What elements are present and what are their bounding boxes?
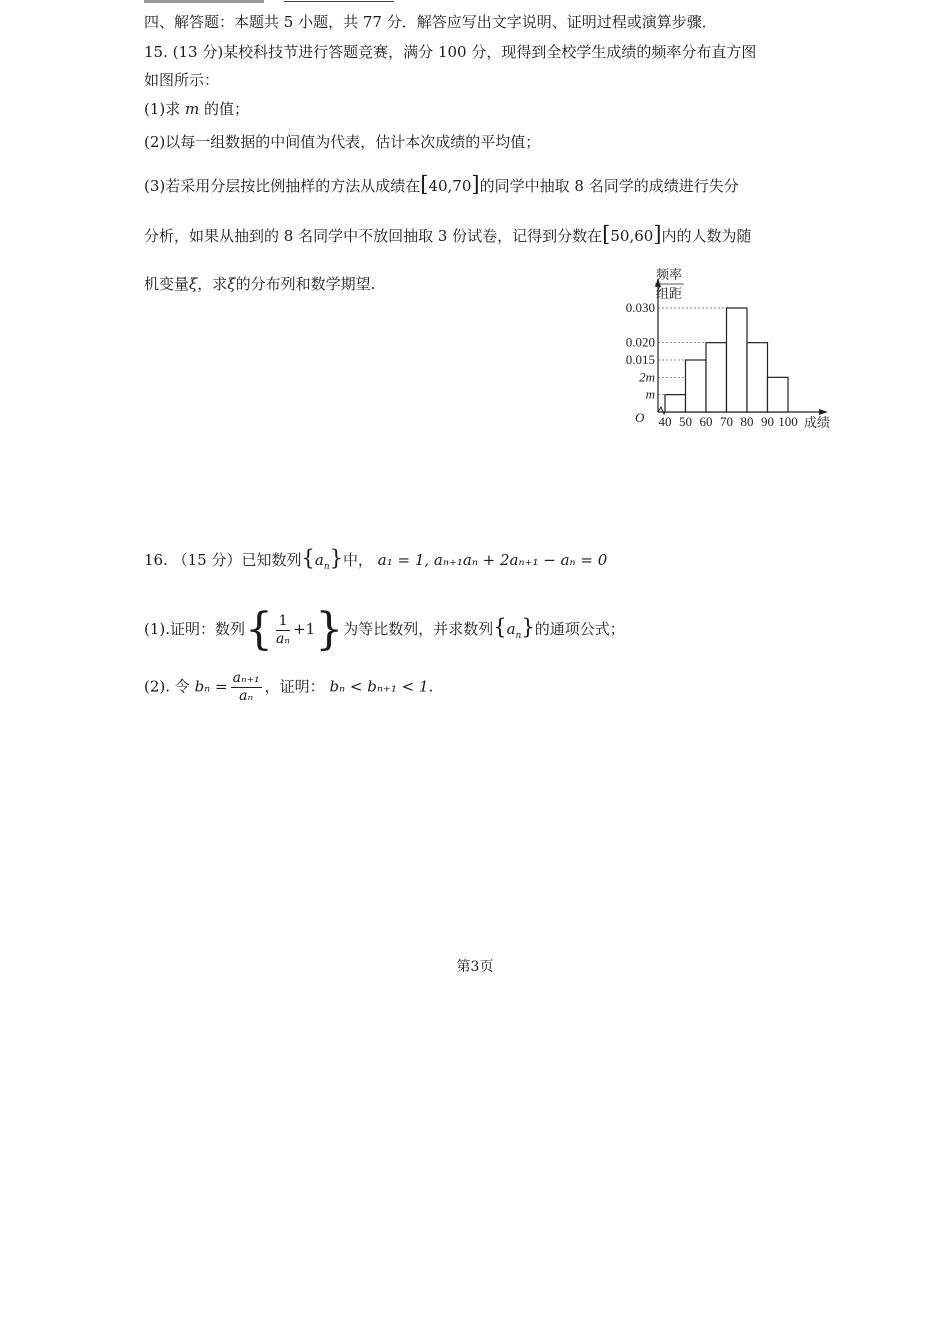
q16-intro: 16. （15 分）已知数列$\{a_n\}$中， a₁ = 1, aₙ₊₁aₙ + 2aₙ₊₁ − aₙ = 0 xyxy=(144,546,608,572)
top-scan-strip xyxy=(144,0,394,3)
histogram-bar xyxy=(706,343,727,412)
q15-part3-line3: 机变量ξ，求ξ的分布列和数学期望. xyxy=(144,275,376,293)
y-axis-label-bottom: 组距 xyxy=(656,286,683,301)
histogram-bar xyxy=(768,377,789,412)
x-tick-label: 50 xyxy=(679,414,692,429)
x-tick-label: 100 xyxy=(778,414,798,429)
y-tick-label: 0.015 xyxy=(625,352,655,367)
x-tick-label: 80 xyxy=(740,414,754,429)
q16-part2: (2). 令 bₙ = $\frac{\text{aₙ₊₁}}{\text{aₙ}}$ ，证明： bₙ < bₙ₊₁ < 1. xyxy=(144,670,434,704)
x-tick-label: 70 xyxy=(720,414,733,429)
frequency-histogram xyxy=(600,262,840,437)
y-axis-label-top: 频率 xyxy=(656,267,683,282)
y-tick-label: m xyxy=(645,386,655,402)
page-number: 第3页 xyxy=(456,959,494,975)
q15-part1: (1)求 m 的值； xyxy=(144,100,250,118)
q16-part1: (1).证明：数列{ $\frac{1}{\text{aₙ}}$ +1}为等比数列，并求数列$\{a_n\}$的通项公式； xyxy=(144,604,625,655)
x-tick-label: 40 xyxy=(658,414,672,429)
q15-part3-line2: 分析，如果从抽到的 8 名同学中不放回抽取 3 份试卷，记得到分数在[50,60]内的人数为随 xyxy=(144,222,752,246)
y-tick-label: 2m xyxy=(639,369,655,385)
y-tick-label: 0.020 xyxy=(625,334,655,350)
q15-part3-line1: (3)若采用分层按比例抽样的方法从成绩在[40,70]的同学中抽取 8 名同学的成绩进行失分 xyxy=(144,172,739,196)
origin-label: O xyxy=(635,410,645,425)
x-tick-label: 60 xyxy=(699,414,713,429)
section-heading: 四、解答题：本题共 5 小题，共 77 分．解答应写出文字说明、证明过程或演算步骤． xyxy=(144,13,717,31)
x-tick-label: 90 xyxy=(761,414,774,429)
x-axis-label: 成绩 xyxy=(804,415,831,430)
histogram-bar xyxy=(665,395,686,412)
histogram-bar xyxy=(686,360,707,412)
q15-part2: (2)以每一组数据的中间值为代表，估计本次成绩的平均值； xyxy=(144,133,541,151)
y-tick-label: 0.030 xyxy=(625,300,655,315)
q15-intro-line1: 15. (13 分)某校科技节进行答题竞赛，满分 100 分，现得到全校学生成绩的频率分布直方图 xyxy=(144,43,757,61)
q15-intro-line2: 如图所示： xyxy=(144,71,220,89)
histogram-bar xyxy=(727,308,748,412)
histogram-bar xyxy=(747,343,768,412)
